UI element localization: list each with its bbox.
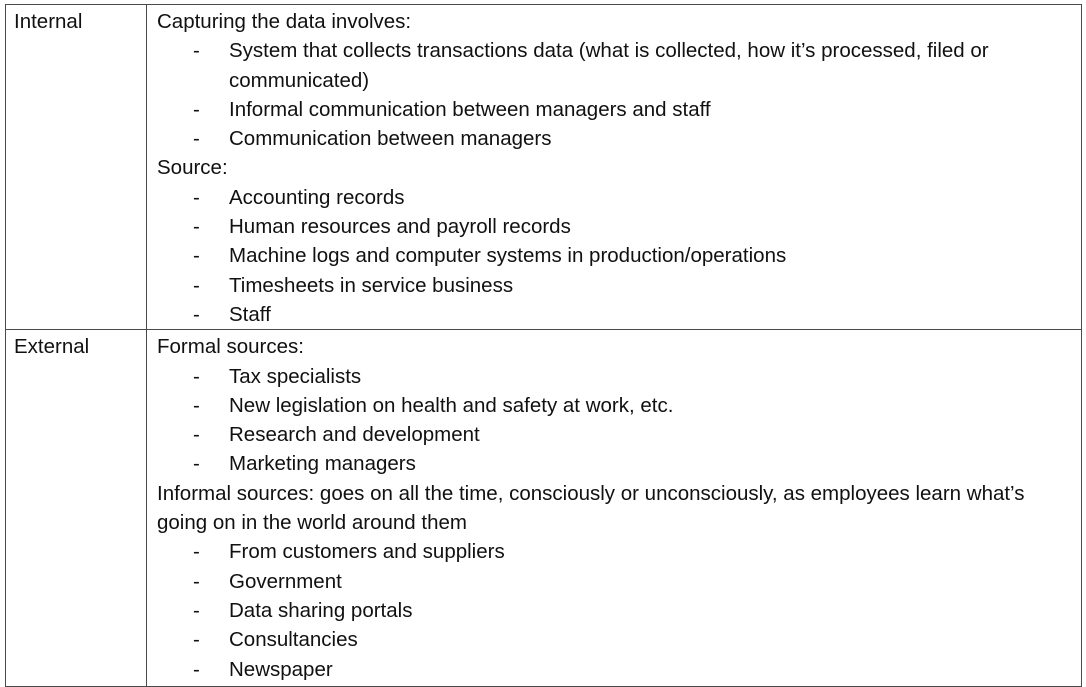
row-label-internal: Internal [6,5,147,330]
list-item-text: Communication between managers [229,127,552,151]
list-item-text: Machine logs and computer systems in production/operations [229,244,787,268]
list-item [157,596,1073,625]
dash-marker: - [193,657,200,681]
row-content-external [147,330,1082,687]
dash-marker: - [193,39,200,63]
capturing-list [157,36,1073,153]
list-item [157,241,1073,270]
informal-sources-list [157,537,1073,683]
list-item [157,36,1073,95]
list-item-text: Newspaper [229,657,333,681]
row-content-internal [147,5,1082,330]
formal-sources-heading: Formal sources: [157,335,304,359]
dash-marker: - [193,302,200,326]
list-item-text: Consultancies [229,628,358,652]
list-item-text: Government [229,569,342,593]
list-item [157,625,1073,654]
list-item-text: Timesheets in service business [229,273,514,297]
dash-marker: - [193,569,200,593]
dash-marker: - [193,215,200,239]
list-item [157,655,1073,684]
dash-marker: - [193,393,200,417]
list-item-text: Tax specialists [229,364,362,388]
list-item [157,212,1073,241]
list-item [157,362,1073,391]
dash-marker: - [193,97,200,121]
list-item-text: Research and development [229,423,480,447]
list-item [157,449,1073,478]
list-item [157,183,1073,212]
dash-marker: - [193,628,200,652]
list-item [157,271,1073,300]
list-item [157,537,1073,566]
list-item-text: Informal communication between managers and staff [229,97,711,121]
dash-marker: - [193,273,200,297]
dash-marker: - [193,540,200,564]
list-item [157,420,1073,449]
list-item-text: Data sharing portals [229,598,413,622]
list-item-text: Marketing managers [229,452,416,476]
list-item [157,391,1073,420]
dash-marker: - [193,452,200,476]
capturing-heading: Capturing the data involves: [157,10,412,33]
dash-marker: - [193,423,200,447]
informal-sources-heading: Informal sources: goes on all the time, consciously or unconsciously, as employees learn what’s going on in the world around them [157,481,1025,535]
formal-sources-list [157,362,1073,479]
dash-marker: - [193,185,200,209]
list-item [157,95,1073,124]
dash-marker: - [193,598,200,622]
table-row-internal [6,5,1082,330]
source-list [157,183,1073,329]
row-label-external: External [6,330,147,687]
dash-marker: - [193,364,200,388]
list-item-text: New legislation on health and safety at work, etc. [229,393,674,417]
info-sources-table [5,4,1082,687]
dash-marker: - [193,244,200,268]
list-item-text: From customers and suppliers [229,540,505,564]
list-item-text: Accounting records [229,185,405,209]
list-item [157,567,1073,596]
list-item-text: System that collects transactions data (what is collected, how it’s processed, filed or communicated) [229,39,989,92]
source-heading: Source: [157,156,228,180]
list-item-text: Human resources and payroll records [229,215,571,239]
list-item [157,124,1073,153]
table-row-external [6,330,1082,687]
dash-marker: - [193,127,200,151]
list-item-text: Staff [229,302,271,326]
list-item [157,300,1073,329]
